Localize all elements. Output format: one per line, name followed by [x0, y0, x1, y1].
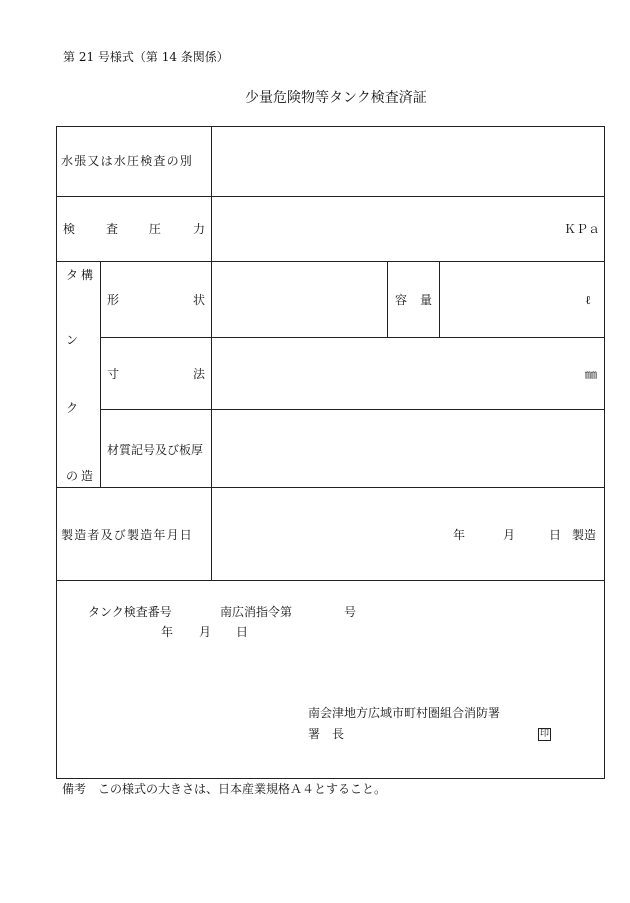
inspection-type-label: 水張又は水圧検査の別: [61, 154, 194, 168]
document-title: 少量危険物等タンク検査済証: [245, 90, 427, 106]
certificate-year: 年: [161, 625, 174, 639]
issuer-name: 南会津地方広域市町村圏組合消防署: [308, 706, 501, 720]
tank-structure-char: 構: [81, 268, 94, 282]
pressure-field[interactable]: [213, 198, 602, 260]
manufacturer-field[interactable]: [213, 489, 602, 579]
column-divider: [387, 261, 388, 338]
row-divider: [56, 580, 604, 581]
certificate-number-suffix: 号: [344, 605, 357, 619]
dimension-label-char: 寸: [107, 367, 120, 381]
capacity-label-char: 量: [420, 293, 433, 307]
form-number: 第 21 号様式（第 14 条関係）: [63, 50, 229, 64]
inspection-type-field[interactable]: [213, 128, 602, 195]
material-label: 材質記号及び板厚: [107, 443, 204, 457]
seal-mark: 印: [539, 729, 549, 739]
manufacture-day: 日: [549, 528, 562, 542]
capacity-label-char: 容: [395, 293, 408, 307]
certificate-number-label: タンク検査番号: [88, 605, 172, 619]
manufacture-month: 月: [503, 528, 516, 542]
certificate-number-prefix: 南広消指令第: [220, 605, 293, 619]
chief-label: 署 長: [308, 727, 345, 741]
pressure-label-char: 検: [63, 222, 76, 236]
certificate-month: 月: [199, 625, 212, 639]
shape-field[interactable]: [213, 263, 386, 336]
row-divider: [100, 409, 604, 410]
row-divider: [56, 261, 604, 262]
row-divider: [100, 337, 604, 338]
material-field[interactable]: [213, 411, 602, 486]
manufacture-suffix: 製造: [572, 528, 597, 542]
dimension-label-char: 法: [193, 367, 206, 381]
manufacturer-label: 製造者及び製造年月日: [61, 528, 194, 542]
tank-structure-char: の: [66, 469, 79, 483]
shape-label-char: 状: [193, 293, 206, 307]
footer-note: 備考 この様式の大きさは、日本産業規格Ａ４とすること。: [62, 782, 387, 796]
shape-label-char: 形: [107, 293, 120, 307]
pressure-label-char: 査: [106, 222, 119, 236]
capacity-unit: ℓ: [585, 293, 591, 307]
pressure-label-char: 力: [193, 222, 206, 236]
row-divider: [56, 487, 604, 488]
manufacture-year: 年: [453, 528, 466, 542]
tank-structure-char: 造: [81, 469, 94, 483]
tank-structure-char: ク: [66, 401, 79, 415]
pressure-label-char: 圧: [149, 222, 162, 236]
dimension-unit: ㎜: [585, 367, 598, 381]
tank-structure-char: タ: [66, 268, 79, 282]
row-divider: [56, 196, 604, 197]
tank-structure-char: ン: [66, 333, 79, 347]
column-divider: [100, 261, 101, 488]
column-divider: [439, 261, 440, 338]
certificate-day: 日: [236, 625, 249, 639]
column-divider: [211, 126, 212, 581]
capacity-field[interactable]: [441, 263, 602, 336]
dimension-field[interactable]: [213, 339, 602, 408]
pressure-unit: ＫＰａ: [564, 222, 601, 236]
